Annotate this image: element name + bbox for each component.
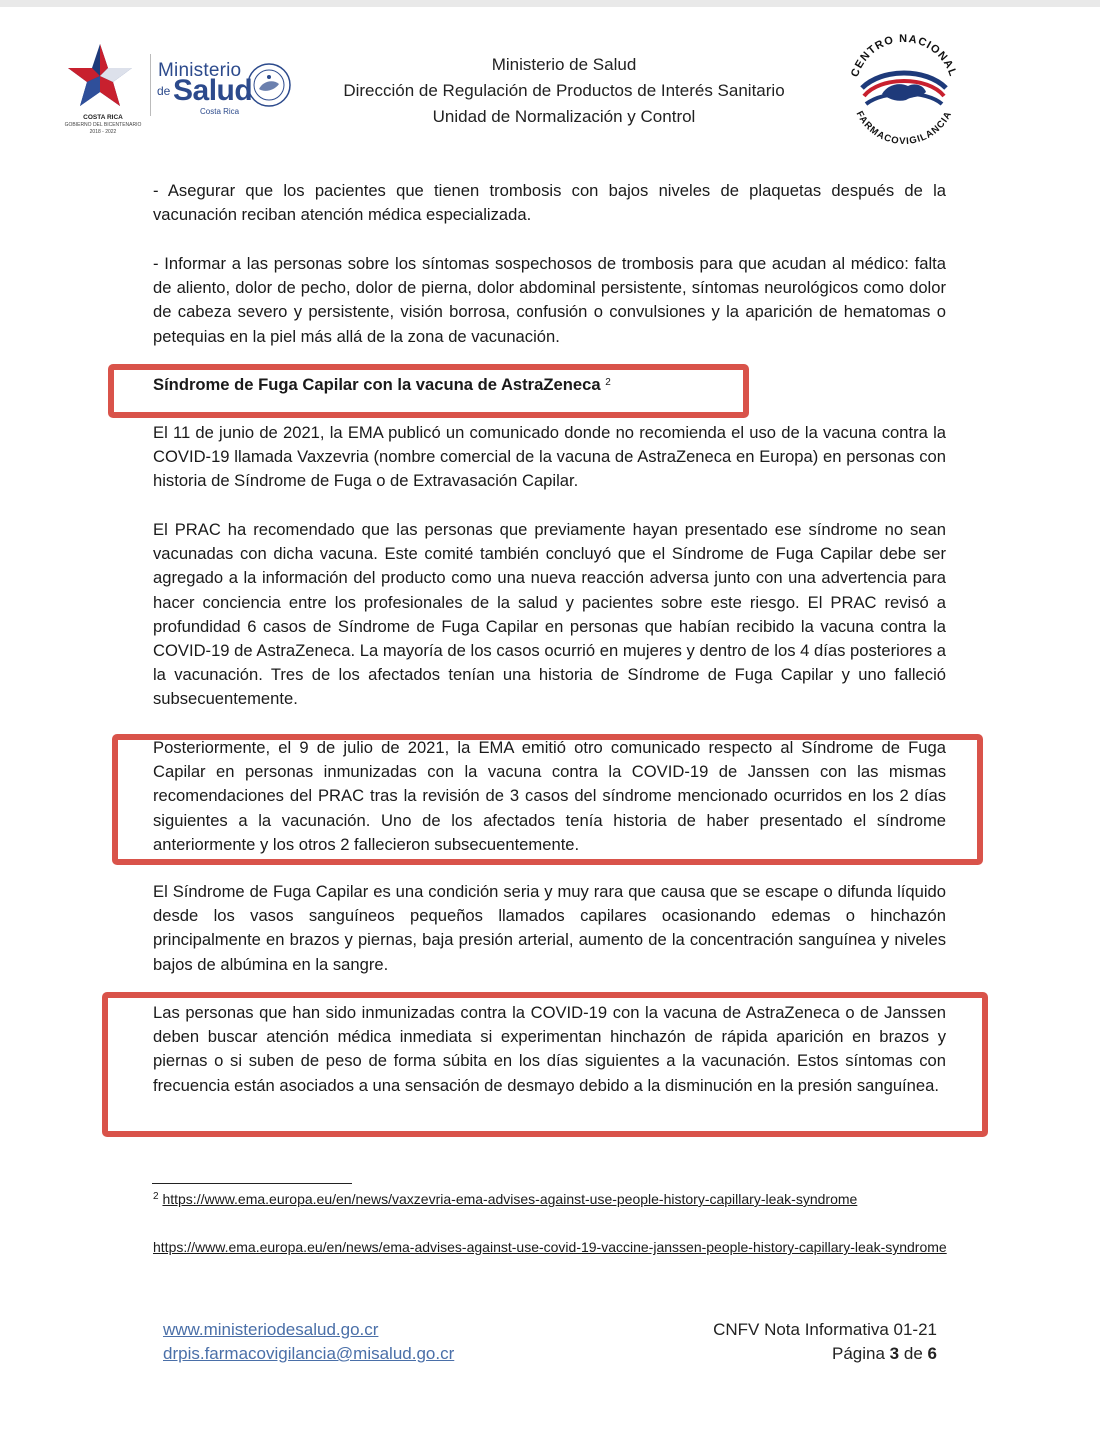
footnote-ref: 2 [605, 377, 611, 388]
bullet-paragraph-2: - Informar a las personas sobre los síntomas sospechosos de trombosis para que acudan al médico: falta de aliento, dolor de pecho, dolor de pierna, dolor abdominal persistente, síntomas neurológicos como dolor de cabeza severo y persistente, visión borrosa, confusión o convulsiones y la aparición de hematomas o petequias en la piel más allá de la zona de vacunación. [153, 254, 946, 346]
costa-rica-star-logo [58, 40, 148, 140]
paragraph-definition: El Síndrome de Fuga Capilar es una condición seria y muy rara que causa que se escape o difunda líquido desde los vasos sanguíneos pequeños llamados capilares ocasionando edemas o hinchazón principalmente en brazos y piernas, baja presión arterial, aumento de la concentración sanguínea y niveles bajos de albúmina en la sangre. [153, 882, 946, 974]
costa-rica-small: Costa Rica [200, 107, 240, 116]
top-edge [0, 0, 1100, 7]
logo-bottom-text: FARMACOVIGILANCIA [853, 109, 955, 146]
footnote-rule [152, 1183, 352, 1184]
ministerio-word: Ministerio [158, 60, 242, 81]
salud-word: Salud [173, 74, 253, 107]
footer-contacts [163, 1318, 454, 1366]
doc-id: CNFV Nota Informativa 01-21 [713, 1320, 937, 1339]
bullet-paragraph-1: - Asegurar que los pacientes que tienen trombosis con bajos niveles de plaquetas después de la vacunación reciban atención médica especializada. [153, 181, 946, 225]
footnote-marker: 2 [153, 1191, 159, 1202]
section-heading-text: Síndrome de Fuga Capilar con la vacuna de AstraZeneca [153, 375, 601, 394]
email-link[interactable]: drpis.farmacovigilancia@misalud.go.cr [163, 1344, 455, 1363]
header-line-3: Unidad de Normalización y Control [432, 107, 696, 126]
footnote-2 [153, 1237, 948, 1257]
de-word: de [157, 84, 171, 98]
paragraph-recommendation: Las personas que han sido inmunizadas contra la COVID-19 con la vacuna de AstraZeneca o de Janssen deben buscar atención médica inmediata si experimentan hinchazón de rápida aparición en brazos y piernas o si suben de peso de forma súbita en los días siguientes a la vacunación. Estos síntomas con frecuencia están asociados a una sensación de desmayo debido a la disminución en la presión sanguínea. [153, 1003, 946, 1095]
footer-doc-info [640, 1318, 937, 1366]
page-of: de [903, 1344, 923, 1363]
footnote-link-janssen[interactable]: https://www.ema.europa.eu/en/news/ema-advises-against-use-covid-19-vaccine-janssen-people-history-capillary-leak-syndrome [153, 1239, 947, 1255]
logo-divider [150, 54, 151, 116]
website-link[interactable]: www.ministeriodesalud.go.cr [163, 1320, 379, 1339]
ministry-seal-icon [246, 62, 292, 108]
government-label: GOBIERNO DEL BICENTENARIO [64, 122, 142, 128]
highlight-box-recommendation [102, 992, 988, 1137]
page-label: Página [832, 1344, 885, 1363]
country-label: COSTA RICA [83, 114, 123, 121]
government-years: 2018 - 2022 [89, 129, 117, 135]
paragraph-ema-july: Posteriormente, el 9 de julio de 2021, la EMA emitió otro comunicado respecto al Síndrome de Fuga Capilar en personas inmunizadas con la vacuna contra la COVID-19 de Janssen con las mismas recomendaciones del PRAC tras la revisión de 3 casos del síndrome mencionado ocurridos en los 2 días siguientes a la vacunación. Uno de los afectados tenía historia de haber presentado el síndrome anteriormente y los otros 2 fallecieron subsecuentemente. [153, 738, 946, 854]
paragraph-prac: El PRAC ha recomendado que las personas que previamente hayan presentado ese síndrome no sean vacunadas con dicha vacuna. Este comité también concluyó que el Síndrome de Fuga Capilar debe ser agregado a la información del producto como una nueva reacción adversa junto con una advertencia para hacer conciencia entre los profesionales de la salud y pacientes sobre este riesgo. El PRAC revisó a profundidad 6 casos de Síndrome de Fuga Capilar en personas que habían recibido la vacuna contra la COVID-19 de AstraZeneca. La mayoría de los casos ocurrió en mujeres y dentro de los 4 días posteriores a la vacunación. Tres de los afectados tenían una historia de Síndrome de Fuga Capilar y uno falleció subsecuentemente. [153, 520, 946, 709]
header-line-1: Ministerio de Salud [491, 55, 637, 74]
header-line-2: Dirección de Regulación de Productos de Interés Sanitario [343, 81, 785, 100]
ministerio-logo [58, 40, 298, 140]
page-number: 3 [889, 1344, 900, 1363]
page-indicator [640, 1342, 937, 1366]
paragraph-ema-june: El 11 de junio de 2021, la EMA publicó un comunicado donde no recomienda el uso de la vacuna contra la COVID-19 llamada Vaxzevria (nombre comercial de la vacuna de AstraZeneca en Europa) en personas con historia de Síndrome de Fuga o de Extravasación Capilar. [153, 423, 946, 491]
footnote-1 [153, 1189, 948, 1209]
document-header [300, 52, 828, 130]
highlight-box-heading [108, 364, 749, 418]
svg-text:FARMACOVIGILANCIA [854, 109, 955, 146]
star-icon [58, 40, 148, 114]
farmacovigilancia-logo [842, 34, 966, 146]
page-total: 6 [927, 1344, 937, 1363]
logo-top-text: CENTRO NACIONAL [848, 34, 960, 79]
highlight-box-janssen [112, 734, 983, 865]
footnote-link-vaxzevria[interactable]: https://www.ema.europa.eu/en/news/vaxzevria-ema-advises-against-use-people-history-capillary-leak-syndrome [162, 1191, 858, 1207]
